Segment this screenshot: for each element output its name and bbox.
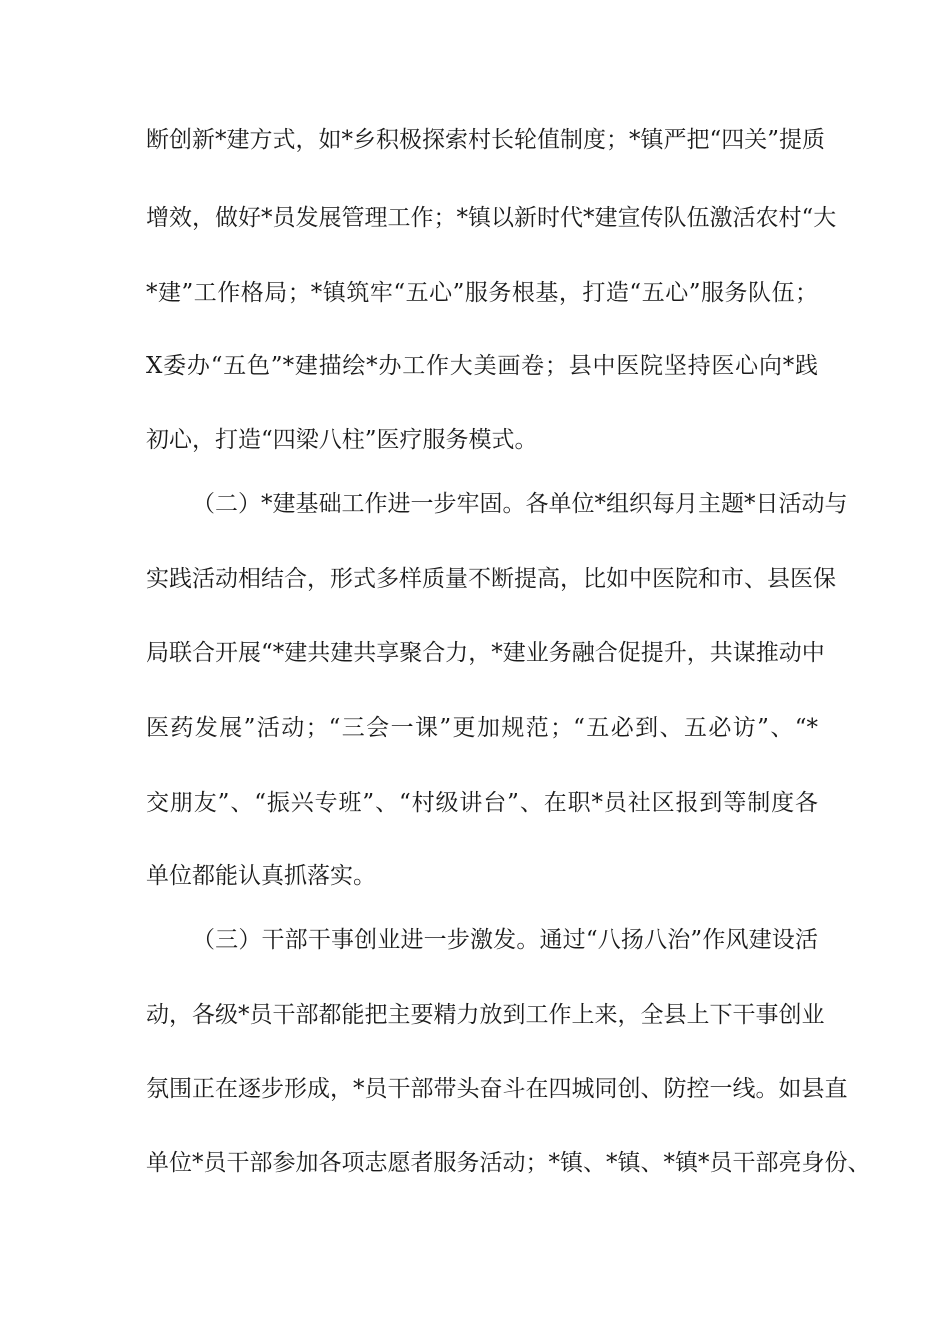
paragraph-line-3: *建”工作格局；*镇筑牢“五心”服务根基，打造“五心”服务队伍；	[146, 280, 818, 306]
paragraph-line-7: 实践活动相结合，形式多样质量不断提高，比如中医院和市、县医保	[146, 566, 836, 592]
paragraph-line-13: 动，各级*员干部都能把主要精力放到工作上来，全县上下干事创业	[146, 1002, 825, 1028]
paragraph-line-8: 局联合开展“*建共建共享聚合力，*建业务融合促提升，共谋推动中	[146, 640, 825, 666]
paragraph-line-2: 增效，做好*员发展管理工作；*镇以新时代*建宣传队伍激活农村“大	[146, 205, 837, 231]
paragraph-line-15: 单位*员干部参加各项志愿者服务活动；*镇、*镇、*镇*员干部亮身份、	[146, 1150, 871, 1176]
paragraph-line-10: 交朋友”、“振兴专班”、“村级讲台”、在职*员社区报到等制度各	[146, 790, 818, 816]
paragraph-line-1: 断创新*建方式，如*乡积极探索村长轮值制度；*镇严把“四关”提质	[146, 127, 826, 153]
paragraph-line-5: 初心，打造“四梁八柱”医疗服务模式。	[146, 427, 538, 453]
paragraph-line-9: 医药发展”活动；“三会一课”更加规范；“五必到、五必访”、“*	[146, 715, 818, 741]
section-heading-two: （二）*建基础工作进一步牢固。各单位*组织每月主题*日活动与	[192, 491, 848, 517]
paragraph-line-11: 单位都能认真抓落实。	[146, 863, 376, 889]
section-heading-three: （三）干部干事创业进一步激发。通过“八扬八治”作风建设活	[192, 927, 818, 953]
paragraph-line-4: X委办“五色”*建描绘*办工作大美画卷；县中医院坚持医心向*践	[146, 353, 818, 379]
paragraph-line-14: 氛围正在逐步形成，*员干部带头奋斗在四城同创、防控一线。如县直	[146, 1076, 848, 1102]
